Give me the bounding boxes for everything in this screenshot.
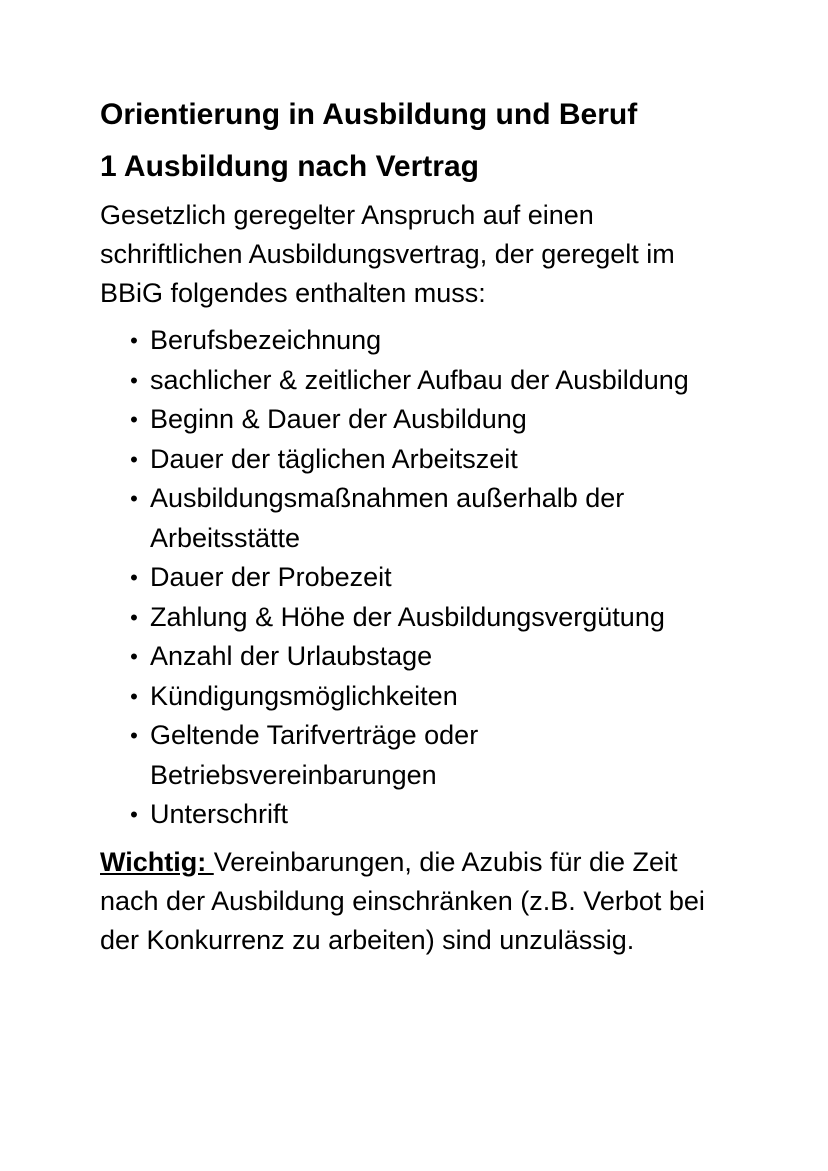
list-item xyxy=(100,440,740,480)
section-heading: 1 Ausbildung nach Vertrag xyxy=(100,150,479,183)
list-item-text: Dauer der täglichen Arbeitszeit xyxy=(150,443,518,474)
important-note-text: Vereinbarungen, die Azubis für die Zeit nach der Ausbildung einschränken (z.B. Verbot bei der Konkurrenz zu arbeiten) sind unzulässig. xyxy=(100,846,705,955)
list-item-text: Anzahl der Urlaubstage xyxy=(150,641,433,671)
document-page xyxy=(100,96,740,960)
bullet-icon: • xyxy=(130,446,138,472)
important-note xyxy=(100,843,740,960)
list-item-text: sachlicher & zeitlicher Aufbau der Ausbildung xyxy=(150,364,689,395)
list-item xyxy=(100,400,740,440)
list-item xyxy=(100,637,740,677)
intro-paragraph: Gesetzlich geregelter Anspruch auf einen schriftlichen Ausbildungsvertrag, der geregelt im BBiG folgendes enthalten muss: xyxy=(100,200,675,308)
document-title: Orientierung in Ausbildung und Beruf xyxy=(100,98,638,131)
list-item-text: Beginn & Dauer der Ausbildung xyxy=(150,404,527,434)
list-item xyxy=(100,716,740,795)
bullet-icon: • xyxy=(130,723,138,748)
list-item-text: Berufsbezeichnung xyxy=(150,325,382,355)
bullet-icon: • xyxy=(130,367,138,393)
list-item-text: Kündigungsmöglichkeiten xyxy=(150,680,458,711)
bullet-icon: • xyxy=(130,486,138,511)
bullet-icon: • xyxy=(130,565,138,590)
list-item xyxy=(100,677,740,717)
list-item-text: Dauer der Probezeit xyxy=(150,562,392,592)
list-item-text: Geltende Tarifverträge oder Betriebsvereinbarungen xyxy=(150,720,479,790)
list-item-text: Ausbildungsmaßnahmen außerhalb der Arbeitsstätte xyxy=(150,483,625,553)
list-item xyxy=(100,321,740,361)
list-item xyxy=(100,558,740,598)
list-item xyxy=(100,361,740,401)
bullet-icon: • xyxy=(130,683,138,709)
list-item xyxy=(100,795,740,835)
list-item-text: Unterschrift xyxy=(150,799,289,829)
requirements-list xyxy=(100,321,740,835)
list-item-text: Zahlung & Höhe der Ausbildungsvergütung xyxy=(150,601,665,632)
bullet-icon: • xyxy=(130,407,138,432)
list-item xyxy=(100,598,740,638)
important-note-label: Wichtig: xyxy=(100,846,214,877)
bullet-icon: • xyxy=(130,604,138,630)
bullet-icon: • xyxy=(130,644,138,669)
bullet-icon: • xyxy=(130,802,138,827)
bullet-icon: • xyxy=(130,328,138,353)
list-item xyxy=(100,479,740,558)
